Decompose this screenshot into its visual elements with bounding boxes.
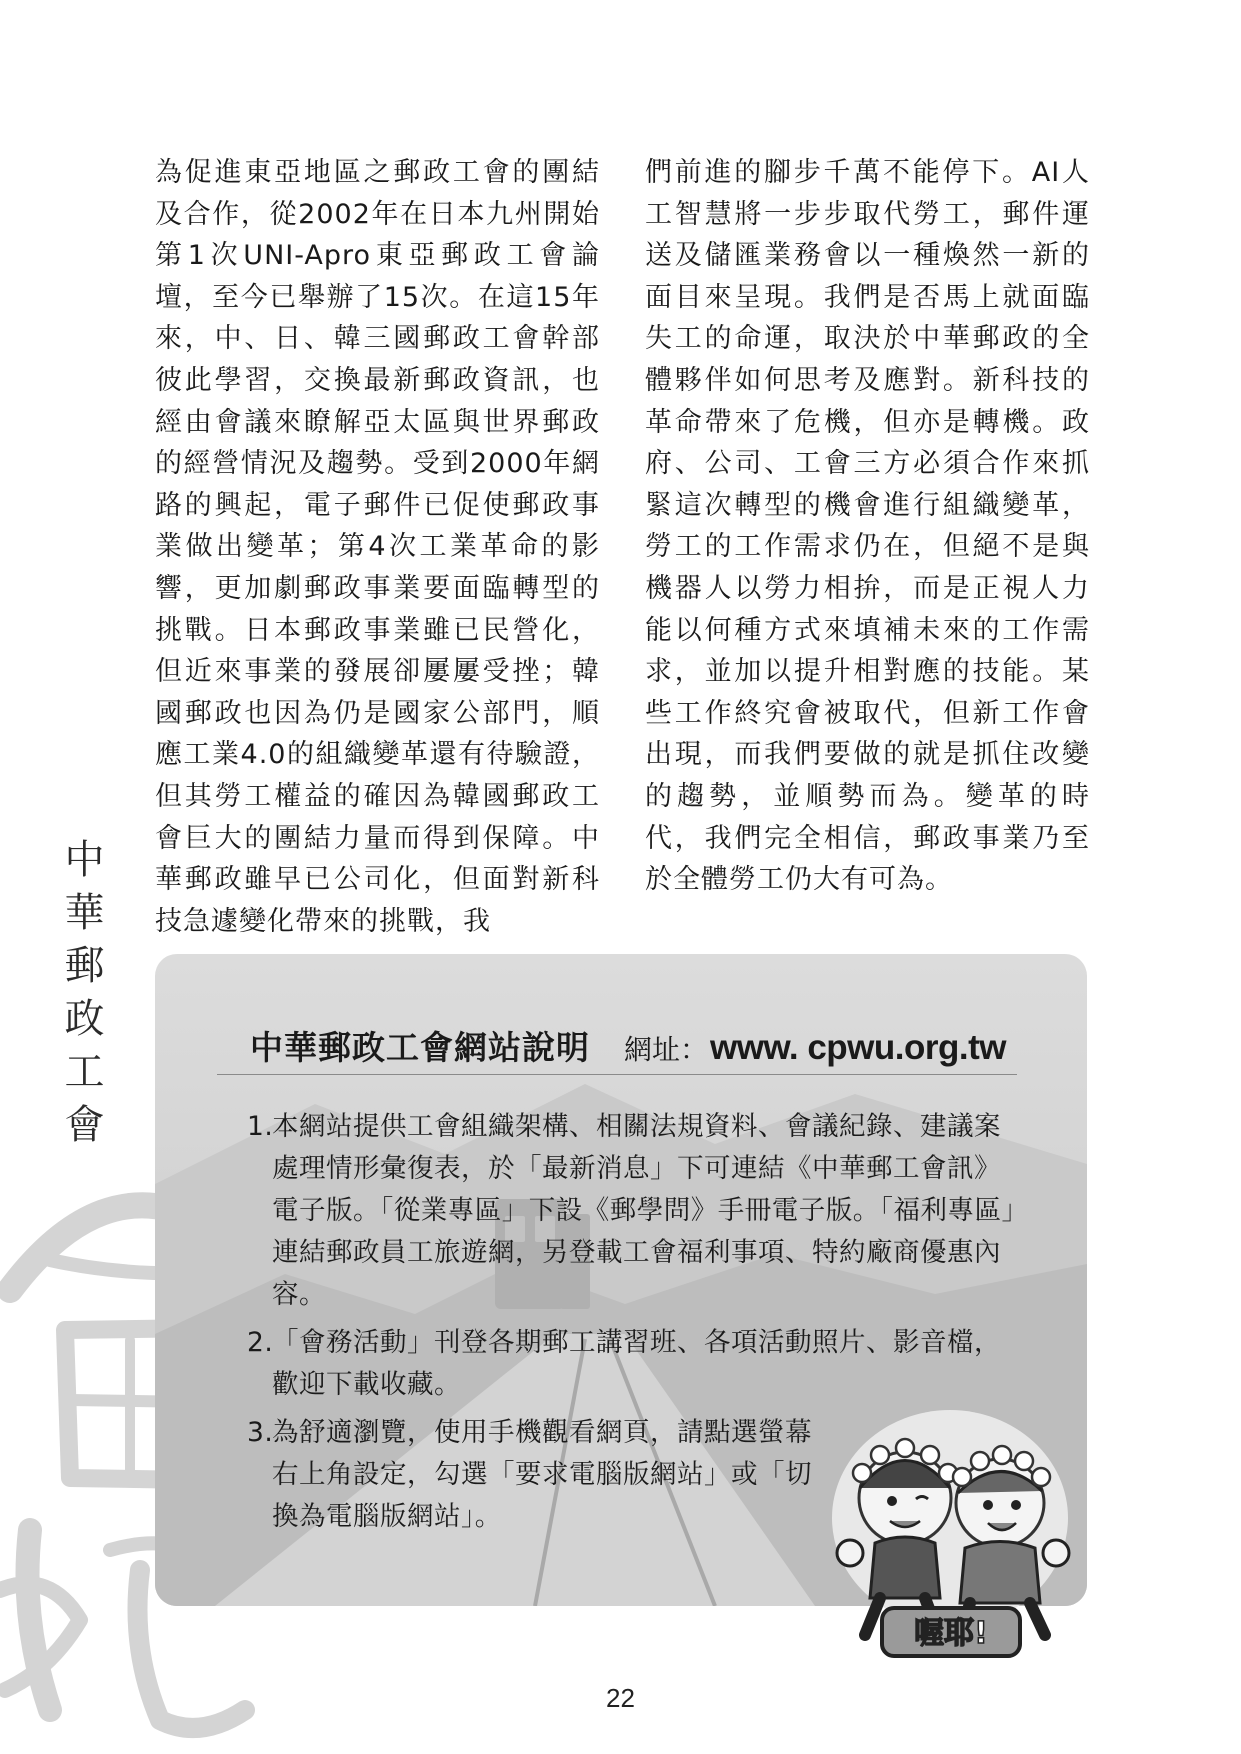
list-number: 2. bbox=[247, 1327, 274, 1358]
url-label: 網址： bbox=[624, 1033, 709, 1066]
list-number: 3. bbox=[247, 1417, 274, 1448]
website-url-link[interactable]: www. cpwu.org.tw bbox=[710, 1028, 1006, 1067]
panel-header bbox=[250, 1022, 1010, 1082]
page-number: 22 bbox=[606, 1683, 635, 1713]
panel-heading: 中華郵政工會網站說明 bbox=[250, 1028, 590, 1067]
article-column-right: 們前進的腳步千萬不能停下。AI人工智慧將一步步取代勞工，郵件運送及儲匯業務會以一種煥然一新的面目來呈現。我們是否馬上就面臨失工的命運，取決於中華郵政的全體夥伴如何思考及應對。新科技的革命帶來了危機，但亦是轉機。政府、公司、工會三方必須合作來抓緊這次轉型的機會進行組織變革，勞工的工作需求仍在，但絕不是與機器人以勞力相拚，而是正視人力能以何種方式來填補未來的工作需求，並加以提升相對應的技能。某些工作終究會被取代，但新工作會出現，而我們要做的就是抓住改變的趨勢，並順勢而為。變革的時代，我們完全相信，郵政事業乃至於全體勞工仍大有可為。 bbox=[645, 157, 1090, 896]
list-text: 本網站提供工會組織架構、相關法規資料、會議紀錄、建議案處理情形彙復表，於「最新消息」下可連結《中華郵工會訊》電子版。「從業專區」下設《郵學問》手冊電子版。「福利專區」連結郵政員工旅遊網，另登載工會福利事項、特約廠商優惠內容。 bbox=[272, 1111, 1016, 1310]
list-text: 為舒適瀏覽，使用手機觀看網頁，請點選螢幕右上角設定，勾選「要求電腦版網站」或「切換為電腦版網站」。 bbox=[272, 1417, 812, 1532]
header-divider bbox=[217, 1074, 1017, 1075]
list-item bbox=[247, 1106, 1025, 1316]
mascot-children-icon bbox=[820, 1403, 1080, 1663]
article-column-left: 為促進東亞地區之郵政工會的團結及合作，從2002年在日本九州開始第1次UNI-Apro東亞郵政工會論壇，至今已舉辦了15次。在這15年來，中、日、韓三國郵政工會幹部彼此學習，交換最新郵政資訊，也經由會議來瞭解亞太區與世界郵政的經營情況及趨勢。受到2000年網路的興起，電子郵件已促使郵政事業做出變革；第4次工業革命的影響，更加劇郵政事業要面臨轉型的挑戰。日本郵政事業雖已民營化，但近來事業的發展卻屢屢受挫；韓國郵政也因為仍是國家公部門，順應工業4.0的組織變革還有待驗證，但其勞工權益的確因為韓國郵政工會巨大的團結力量而得到保障。中華郵政雖早已公司化，但面對新科技急遽變化帶來的挑戰，我 bbox=[155, 157, 600, 937]
list-text: 「會務活動」刊登各期郵工講習班、各項活動照片、影音檔，歡迎下載收藏。 bbox=[272, 1327, 1001, 1400]
list-number: 1. bbox=[247, 1111, 274, 1142]
list-item bbox=[247, 1322, 1025, 1406]
list-item bbox=[247, 1412, 812, 1538]
mascot-badge: 喔耶! bbox=[914, 1616, 988, 1651]
vertical-title: 中華郵政工會 bbox=[58, 838, 104, 1156]
